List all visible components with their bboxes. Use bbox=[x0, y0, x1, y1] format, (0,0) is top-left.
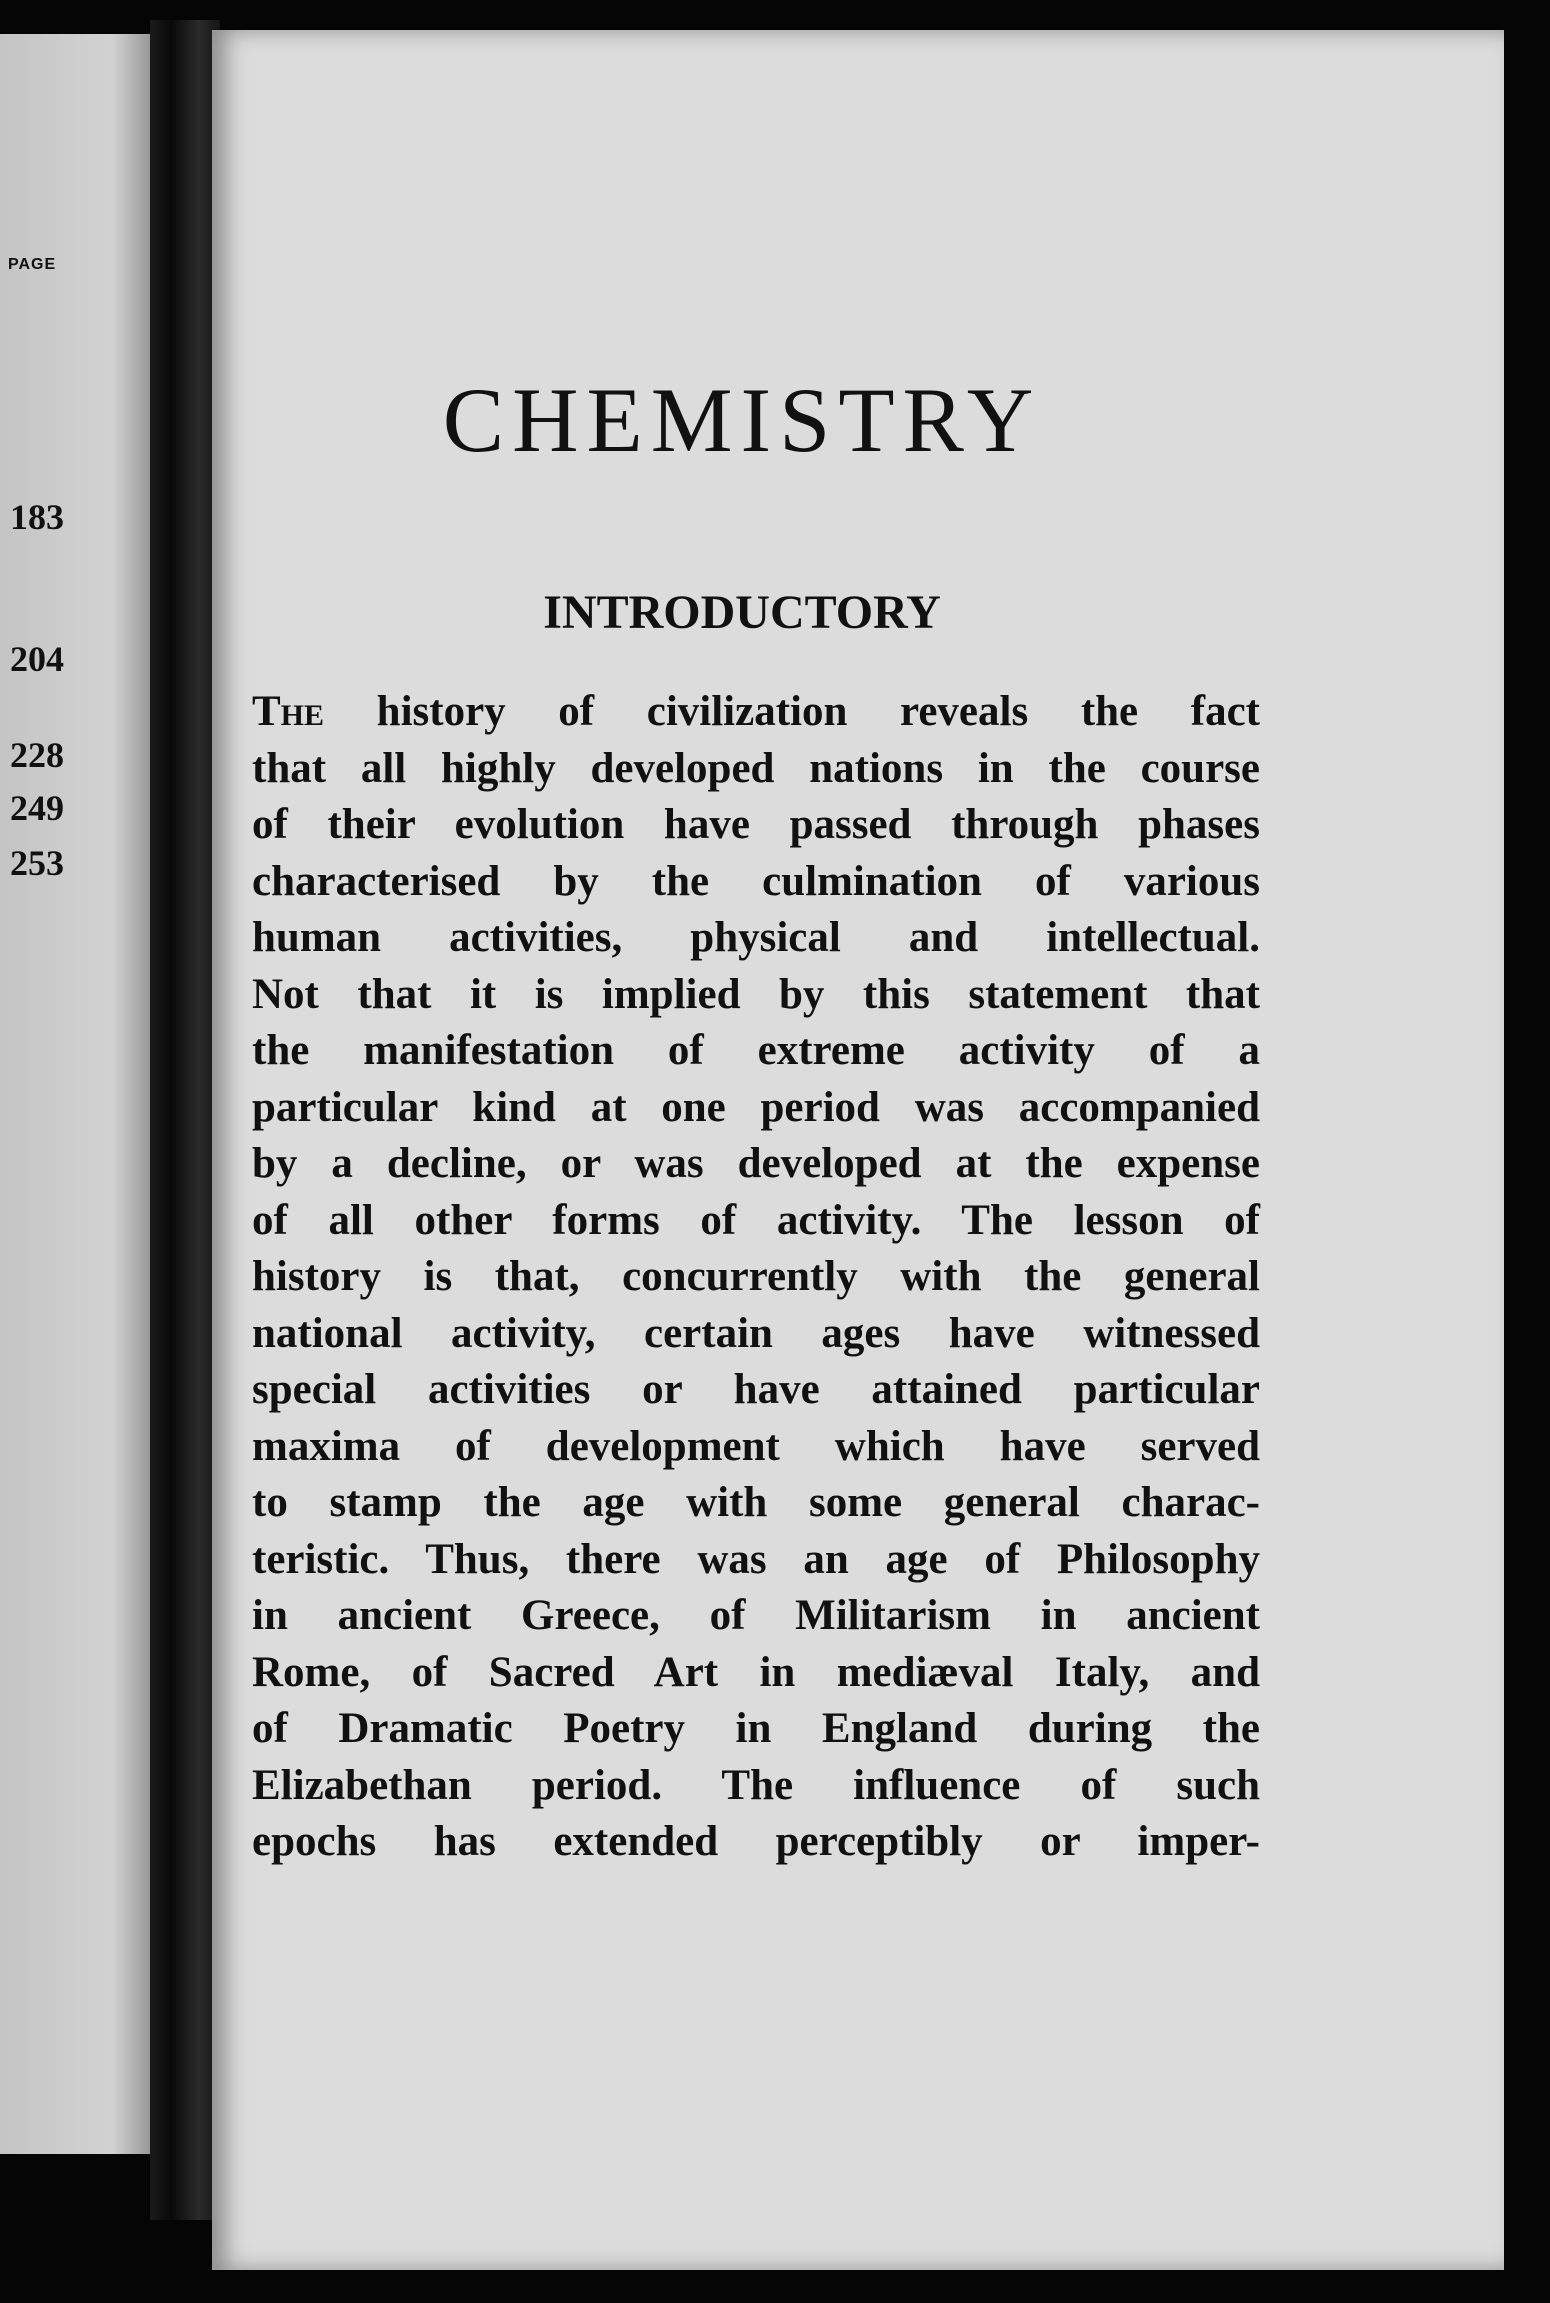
chapter-title: CHEMISTRY bbox=[442, 369, 1042, 471]
page-number: 228 bbox=[10, 735, 64, 775]
book-binding-gutter bbox=[150, 20, 220, 2220]
page-number: 183 bbox=[10, 497, 64, 537]
body-line: in ancient Greece, of Militarism in ancient bbox=[252, 1592, 1260, 1639]
body-line: special activities or have attained particular bbox=[252, 1366, 1260, 1413]
body-line: by a decline, or was developed at the expense bbox=[252, 1140, 1260, 1187]
drop-word: The bbox=[252, 688, 325, 735]
body-line: the manifestation of extreme activity of a bbox=[252, 1027, 1260, 1074]
body-line: characterised by the culmination of various bbox=[252, 857, 1260, 905]
section-heading: INTRODUCTORY bbox=[543, 586, 941, 639]
body-line: epochs has extended perceptibly or imper- bbox=[252, 1818, 1260, 1865]
body-line: particular kind at one period was accompanied bbox=[252, 1083, 1260, 1131]
body-line: Rome, of Sacred Art in mediæval Italy, and bbox=[252, 1648, 1260, 1696]
body-line: Not that it is implied by this statement that bbox=[252, 970, 1260, 1018]
body-line: Elizabethan period. The influence of such bbox=[252, 1761, 1260, 1809]
body-line: of all other forms of activity. The lesson of bbox=[252, 1196, 1260, 1244]
page-number: 204 bbox=[10, 639, 64, 679]
body-line-text: history of civilization reveals the fact bbox=[376, 688, 1260, 735]
body-line: history is that, concurrently with the general bbox=[252, 1253, 1260, 1300]
body-line: that all highly developed nations in the course bbox=[252, 744, 1260, 792]
body-line: human activities, physical and intellectual. bbox=[252, 914, 1260, 961]
body-line: of their evolution have passed through phases bbox=[252, 801, 1260, 848]
body-line: teristic. Thus, there was an age of Philosophy bbox=[252, 1535, 1260, 1583]
body-line: of Dramatic Poetry in England during the bbox=[252, 1705, 1260, 1752]
page-column-label: PAGE bbox=[8, 256, 57, 273]
previous-page-strip bbox=[0, 34, 160, 2154]
page-number: 253 bbox=[10, 843, 64, 883]
body-line: to stamp the age with some general charac- bbox=[252, 1479, 1260, 1526]
body-line bbox=[252, 684, 1260, 741]
page-number: 249 bbox=[10, 788, 64, 828]
body-line: maxima of development which have served bbox=[252, 1422, 1260, 1470]
body-paragraph bbox=[252, 684, 1260, 1871]
body-line: national activity, certain ages have witnessed bbox=[252, 1309, 1260, 1357]
